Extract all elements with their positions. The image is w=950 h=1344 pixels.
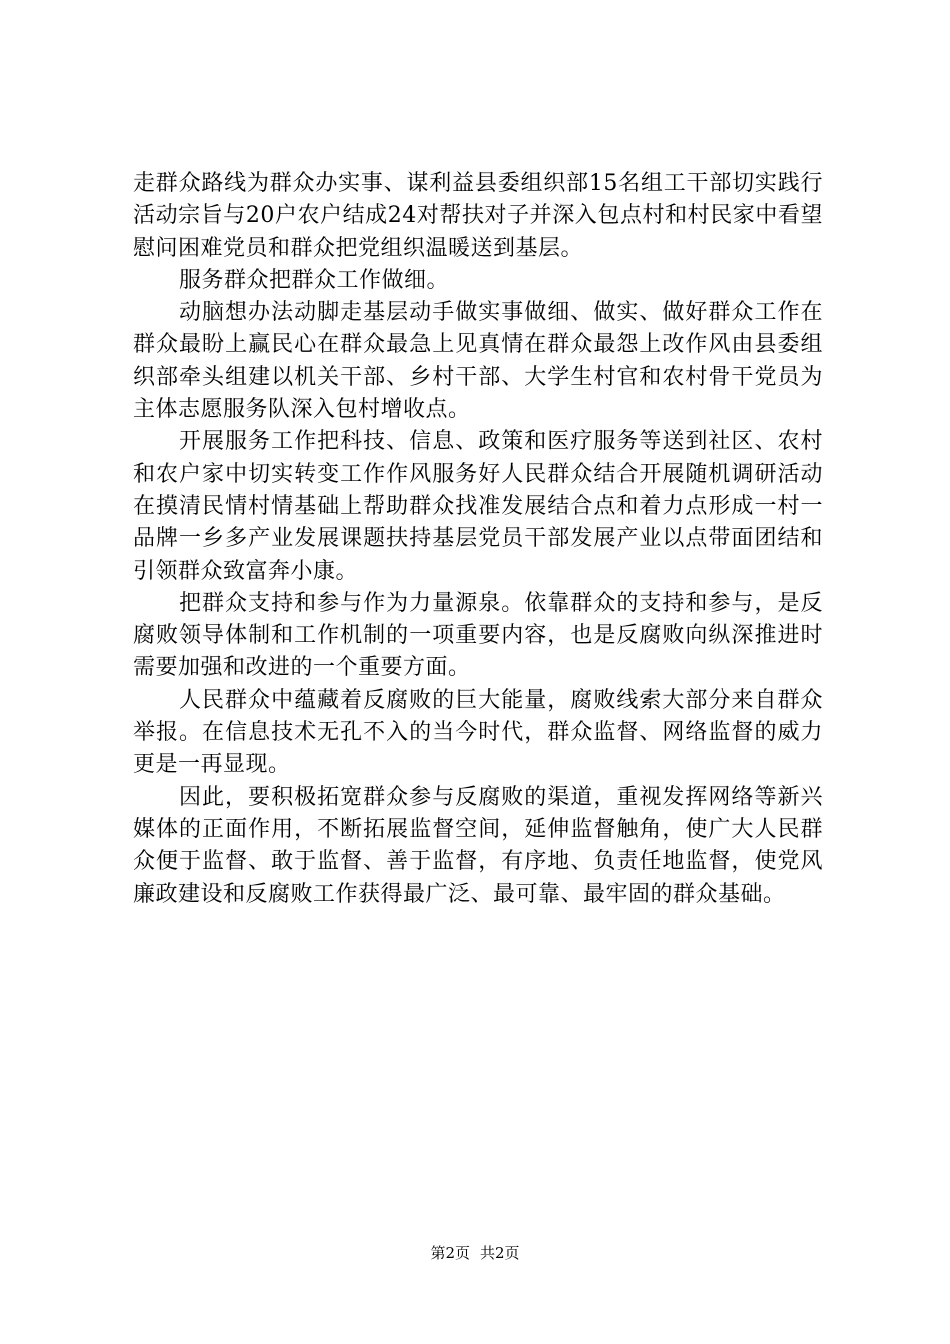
page-footer [0,1243,950,1263]
page-number-total: 共2页 [480,1244,520,1262]
paragraph-6: 人民群众中蕴藏着反腐败的巨大能量，腐败线索大部分来自群众举报。在信息技术无孔不入的当今时代，群众监督、网络监督的威力更是一再显现。 [133,687,823,778]
paragraph-7: 因此，要积极拓宽群众参与反腐败的渠道，重视发挥网络等新兴媒体的正面作用，不断拓展监督空间，延伸监督触角，使广大人民群众便于监督、敢于监督、善于监督，有序地、负责任地监督，使党风廉政建设和反腐败工作获得最广泛、最可靠、最牢固的群众基础。 [133,784,823,907]
page-number-current: 第2页 [430,1244,470,1262]
paragraph-5: 把群众支持和参与作为力量源泉。依靠群众的支持和参与，是反腐败领导体制和工作机制的一项重要内容，也是反腐败向纵深推进时需要加强和改进的一个重要方面。 [133,590,823,681]
paragraph-3: 动脑想办法动脚走基层动手做实事做细、做实、做好群众工作在群众最盼上赢民心在群众最急上见真情在群众最怨上改作风由县委组织部牵头组建以机关干部、乡村干部、大学生村官和农村骨干党员为主体志愿服务队深入包村增收点。 [133,300,823,423]
paragraph-2: 服务群众把群众工作做细。 [179,267,450,293]
document-body [133,168,823,911]
paragraph-4: 开展服务工作把科技、信息、政策和医疗服务等送到社区、农村和农户家中切实转变工作作风服务好人民群众结合开展随机调研活动在摸清民情村情基础上帮助群众找准发展结合点和着力点形成一村一品牌一乡多产业发展课题扶持基层党员干部发展产业以点带面团结和引领群众致富奔小康。 [133,429,823,584]
paragraph-1: 走群众路线为群众办实事、谋利益县委组织部15名组工干部切实践行活动宗旨与20户农户结成24对帮扶对子并深入包点村和村民家中看望慰问困难党员和群众把党组织温暖送到基层。 [133,171,823,261]
